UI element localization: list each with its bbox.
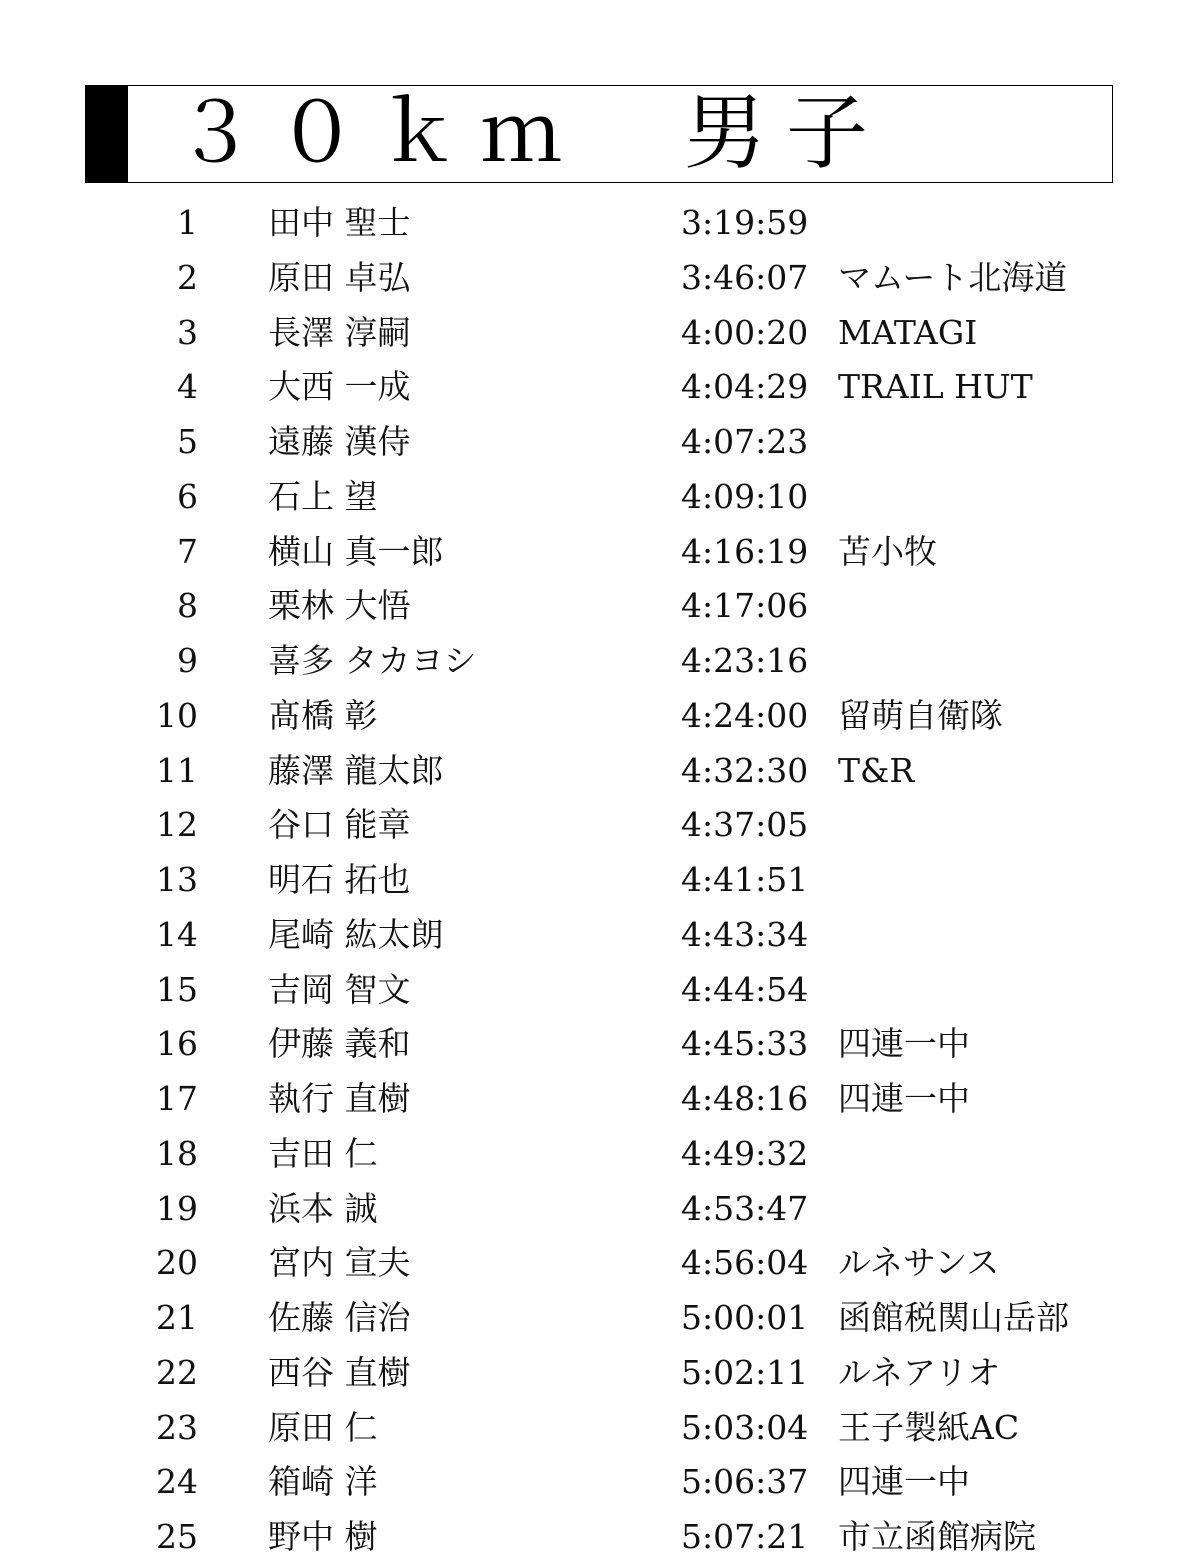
finish-time: 4:44:54 (681, 969, 809, 1009)
result-row (0, 1291, 1200, 1346)
rank-cell: 2 (177, 257, 198, 297)
rank-cell: 4 (177, 367, 198, 407)
result-row (0, 525, 1200, 580)
runner-name: 西谷 直樹 (268, 1352, 411, 1392)
result-row (0, 634, 1200, 689)
runner-name: 浜本 誠 (268, 1188, 378, 1228)
finish-time: 4:56:04 (681, 1243, 809, 1283)
finish-time: 4:24:00 (681, 695, 809, 735)
team-name: 留萌自衛隊 (838, 695, 1003, 735)
result-row (0, 1072, 1200, 1127)
rank-cell: 23 (156, 1407, 198, 1447)
runner-name: 吉田 仁 (268, 1133, 378, 1173)
finish-time: 5:07:21 (681, 1517, 809, 1556)
finish-time: 4:48:16 (681, 1079, 809, 1118)
rank-cell: 10 (156, 695, 198, 735)
rank-cell: 19 (156, 1188, 198, 1228)
finish-time: 4:32:30 (681, 750, 809, 790)
rank-cell: 24 (156, 1462, 198, 1502)
result-row (0, 470, 1200, 525)
header-accent-bar (86, 86, 128, 182)
finish-time: 4:41:51 (681, 860, 809, 899)
result-row (0, 1017, 1200, 1072)
runner-name: 吉岡 智文 (268, 969, 411, 1009)
runner-name: 栗林 大悟 (268, 586, 411, 626)
result-row (0, 689, 1200, 744)
finish-time: 4:17:06 (681, 586, 809, 626)
runner-name: 尾崎 紘太朗 (268, 914, 444, 954)
rank-cell: 15 (156, 969, 198, 1009)
team-name: 四連一中 (838, 1024, 970, 1064)
finish-time: 4:37:05 (681, 805, 809, 845)
runner-name: 野中 樹 (268, 1517, 378, 1556)
finish-time: 4:49:32 (681, 1133, 809, 1173)
category-header (85, 85, 1113, 183)
team-name: 苫小牧 (838, 531, 937, 571)
rank-cell: 3 (177, 312, 198, 352)
result-row (0, 1401, 1200, 1456)
team-name: 市立函館病院 (838, 1517, 1036, 1556)
rank-cell: 18 (156, 1133, 198, 1173)
finish-time: 5:02:11 (681, 1352, 809, 1392)
team-name: ルネアリオ (838, 1352, 1001, 1392)
rank-cell: 11 (156, 750, 198, 790)
result-row (0, 1127, 1200, 1182)
team-name: ルネサンス (838, 1243, 1000, 1283)
result-row (0, 853, 1200, 908)
runner-name: 明石 拓也 (268, 860, 411, 899)
rank-cell: 13 (156, 860, 198, 899)
runner-name: 田中 聖士 (268, 203, 411, 242)
runner-name: 伊藤 義和 (268, 1024, 411, 1064)
rank-cell: 20 (156, 1243, 198, 1283)
finish-time: 4:43:34 (681, 914, 809, 954)
rank-cell: 14 (156, 914, 198, 954)
runner-name: 原田 卓弘 (268, 257, 411, 297)
runner-name: 喜多 タカヨシ (268, 641, 477, 680)
finish-time: 4:23:16 (681, 641, 809, 680)
rank-cell: 8 (177, 586, 198, 626)
rank-cell: 21 (156, 1298, 198, 1337)
result-row (0, 579, 1200, 634)
result-row (0, 1455, 1200, 1510)
runner-name: 宮内 宣夫 (268, 1243, 411, 1283)
team-name: 四連一中 (838, 1462, 970, 1502)
runner-name: 執行 直樹 (268, 1079, 411, 1118)
result-row (0, 1182, 1200, 1237)
runner-name: 遠藤 漢侍 (268, 422, 411, 461)
team-name: 四連一中 (838, 1079, 970, 1118)
runner-name: 箱崎 洋 (268, 1462, 378, 1502)
team-name: T&R (838, 750, 915, 790)
runner-name: 佐藤 信治 (268, 1298, 411, 1337)
rank-cell: 25 (156, 1517, 198, 1556)
runner-name: 長澤 淳嗣 (268, 312, 411, 352)
result-row (0, 251, 1200, 306)
result-row (0, 1346, 1200, 1401)
runner-name: 石上 望 (268, 476, 378, 516)
rank-cell: 7 (177, 531, 198, 571)
finish-time: 4:09:10 (681, 476, 809, 516)
rank-cell: 5 (177, 422, 198, 461)
team-name: 王子製紙AC (838, 1407, 1020, 1447)
runner-name: 藤澤 龍太郎 (268, 750, 444, 790)
finish-time: 5:00:01 (681, 1298, 809, 1337)
finish-time: 4:16:19 (681, 531, 809, 571)
result-row (0, 963, 1200, 1018)
result-row (0, 196, 1200, 251)
team-name: TRAIL HUT (838, 367, 1033, 407)
result-row (0, 360, 1200, 415)
team-name: MATAGI (838, 312, 978, 352)
result-row (0, 744, 1200, 799)
result-row (0, 306, 1200, 361)
runner-name: 大西 一成 (268, 367, 411, 407)
finish-time: 4:07:23 (681, 422, 809, 461)
runner-name: 谷口 能章 (268, 805, 411, 845)
finish-time: 4:53:47 (681, 1188, 809, 1228)
rank-cell: 6 (177, 476, 198, 516)
runner-name: 髙橋 彰 (268, 695, 378, 735)
team-name: マムート北海道 (838, 257, 1068, 297)
runner-name: 横山 真一郎 (268, 531, 444, 571)
result-row (0, 798, 1200, 853)
result-row (0, 1236, 1200, 1291)
page-title: ３０ｋｍ 男子 (174, 86, 889, 181)
finish-time: 5:06:37 (681, 1462, 809, 1502)
rank-cell: 16 (156, 1024, 198, 1064)
finish-time: 4:00:20 (681, 312, 809, 352)
finish-time: 3:46:07 (681, 257, 809, 297)
results-list (0, 196, 1200, 1565)
rank-cell: 22 (156, 1352, 198, 1392)
result-row (0, 415, 1200, 470)
team-name: 函館税関山岳部 (838, 1298, 1069, 1337)
rank-cell: 1 (177, 203, 198, 242)
result-row (0, 1510, 1200, 1565)
rank-cell: 17 (156, 1079, 198, 1118)
finish-time: 3:19:59 (681, 203, 809, 242)
rank-cell: 9 (177, 641, 198, 680)
finish-time: 5:03:04 (681, 1407, 809, 1447)
finish-time: 4:04:29 (681, 367, 809, 407)
finish-time: 4:45:33 (681, 1024, 809, 1064)
runner-name: 原田 仁 (268, 1407, 378, 1447)
rank-cell: 12 (156, 805, 198, 845)
result-row (0, 908, 1200, 963)
